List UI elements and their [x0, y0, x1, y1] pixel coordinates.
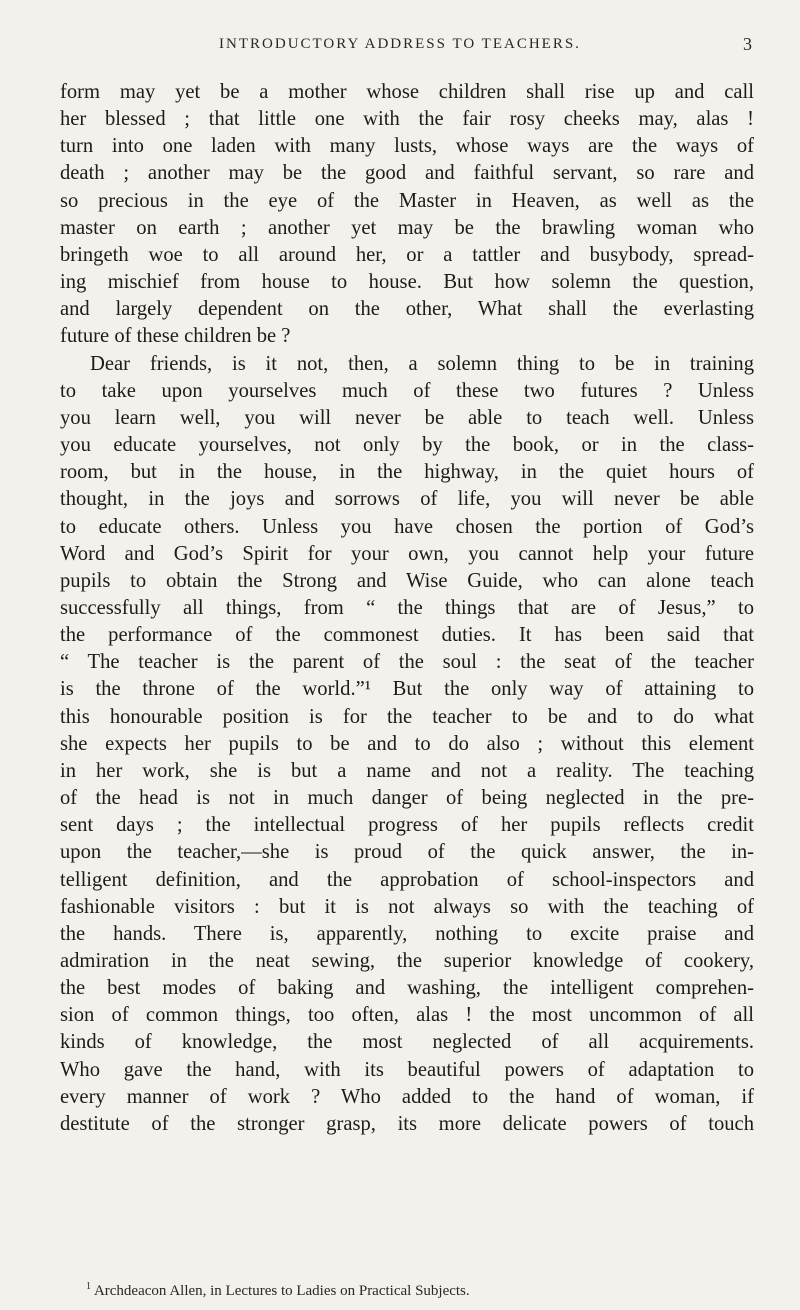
text-line: turn into one laden with many lusts, whose ways are the ways of: [60, 135, 754, 158]
footnote-text: Archdeacon Allen, in Lectures to Ladies on Practical Subjects.: [93, 1283, 470, 1299]
text-line: pupils to obtain the Strong and Wise Guide, who can alone teach: [60, 569, 754, 592]
text-line: bringeth woe to all around her, or a tattler and busybody, spread-: [60, 243, 754, 266]
running-head: [0, 30, 800, 60]
text-line: kinds of knowledge, the most neglected of all acquirements.: [60, 1031, 754, 1054]
text-line: she expects her pupils to be and to do also ; without this element: [60, 732, 754, 755]
text-line: “ The teacher is the parent of the soul : the seat of the teacher: [60, 651, 754, 674]
text-line: Who gave the hand, with its beautiful powers of adaptation to: [60, 1058, 754, 1081]
paragraph-continued: [60, 79, 754, 351]
text-line: fashionable visitors : but it is not always so with the teaching of: [60, 895, 754, 918]
text-line: is the throne of the world.”¹ But the only way of attaining to: [60, 678, 754, 701]
running-head-title: INTRODUCTORY ADDRESS TO TEACHERS.: [219, 36, 581, 52]
text-line: telligent definition, and the approbation of school-inspectors and: [60, 868, 754, 891]
text-line: every manner of work ? Who added to the hand of woman, if: [60, 1085, 754, 1108]
paragraph-dear-friends: [60, 351, 754, 1139]
text-line: the best modes of baking and washing, the intelligent comprehen-: [60, 977, 754, 1000]
text-line: and largely dependent on the other, What shall the everlasting: [60, 298, 754, 321]
text-line: to take upon yourselves much of these two futures ? Unless: [60, 379, 754, 402]
text-line: sent days ; the intellectual progress of her pupils reflects credit: [60, 814, 754, 837]
footnote-marker: 1: [86, 1281, 91, 1292]
text-line: room, but in the house, in the highway, in the quiet hours of: [60, 461, 754, 484]
text-line: to educate others. Unless you have chosen the portion of God’s: [60, 515, 754, 538]
text-line: in her work, she is but a name and not a reality. The teaching: [60, 759, 754, 782]
text-line: successfully all things, from “ the things that are of Jesus,” to: [60, 596, 754, 619]
text-line: ing mischief from house to house. But how solemn the question,: [60, 271, 754, 294]
text-line: the performance of the commonest duties. It has been said that: [60, 624, 754, 647]
text-line: upon the teacher,—she is proud of the quick answer, the in-: [60, 841, 754, 864]
body-text: [60, 79, 754, 1138]
text-line: destitute of the stronger grasp, its more delicate powers of touch: [60, 1112, 754, 1135]
text-line: Dear friends, is it not, then, a solemn thing to be in training: [90, 352, 754, 375]
text-line: admiration in the neat sewing, the superior knowledge of cookery,: [60, 950, 754, 972]
text-line: the hands. There is, apparently, nothing to excite praise and: [60, 922, 754, 945]
text-line: death ; another may be the good and faithful servant, so rare and: [60, 162, 754, 185]
text-line: master on earth ; another yet may be the brawling woman who: [60, 216, 754, 239]
text-line: her blessed ; that little one with the fair rosy cheeks may, alas !: [60, 108, 754, 131]
text-line: of the head is not in much danger of being neglected in the pre-: [60, 787, 754, 810]
text-line: thought, in the joys and sorrows of life, you will never be able: [60, 488, 754, 511]
text-line: so precious in the eye of the Master in Heaven, as well as the: [60, 189, 754, 212]
text-line: Word and God’s Spirit for your own, you cannot help your future: [60, 542, 754, 565]
text-line: you learn well, you will never be able to teach well. Unless: [60, 406, 754, 429]
text-line: future of these children be ?: [60, 325, 291, 348]
text-line: sion of common things, too often, alas ! the most uncommon of all: [60, 1004, 754, 1027]
text-line: this honourable position is for the teacher to be and to do what: [60, 705, 754, 728]
text-line: you educate yourselves, not only by the book, or in the class-: [60, 434, 754, 457]
page-number: 3: [743, 34, 752, 54]
text-line: form may yet be a mother whose children shall rise up and call: [60, 81, 754, 103]
footnote: [86, 1278, 766, 1300]
